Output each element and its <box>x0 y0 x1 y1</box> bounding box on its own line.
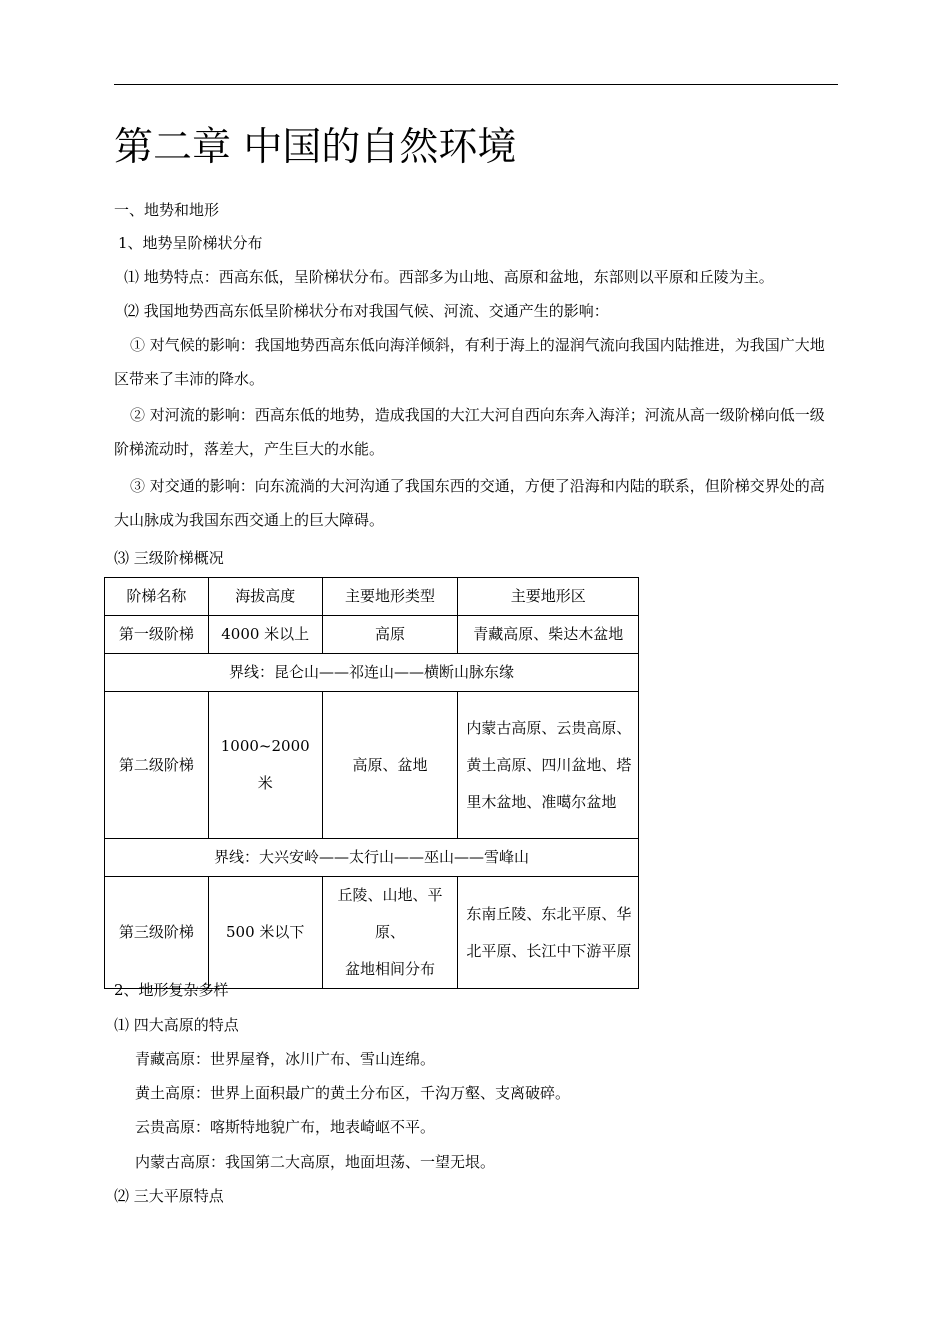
table-cell: 内蒙古高原、云贵高原、黄土高原、四川盆地、塔里木盆地、准噶尔盆地 <box>458 692 639 839</box>
impact-rivers: ② 对河流的影响：西高东低的地势，造成我国的大江大河自西向东奔入海洋；河流从高一级阶梯向低一级阶梯流动时，落差大，产生巨大的水能。 <box>114 406 825 458</box>
plateau-item: 云贵高原：喀斯特地貌广布，地表崎岖不平。 <box>135 1118 436 1136</box>
chapter-title: 第二章 中国的自然环境 <box>114 125 517 170</box>
table-cell: 高原、盆地 <box>322 692 458 839</box>
subsection-heading: 1、地势呈阶梯状分布 <box>118 234 263 252</box>
impact-climate: ① 对气候的影响：我国地势西高东低向海洋倾斜，有利于海上的湿润气流向我国内陆推进，为我国广大地区带来了丰沛的降水。 <box>114 336 825 388</box>
table-cell: 青藏高原、柴达木盆地 <box>458 616 639 654</box>
table-row <box>105 692 639 839</box>
table-cell: 高原 <box>322 616 458 654</box>
section-heading: 一、地势和地形 <box>114 201 220 219</box>
table-cell: 500 米以下 <box>208 877 322 989</box>
table-cell: 第三级阶梯 <box>105 877 209 989</box>
table-header: 主要地形区 <box>458 578 639 616</box>
table-row <box>105 877 639 989</box>
table-header: 阶梯名称 <box>105 578 209 616</box>
table-cell: 4000 米以上 <box>208 616 322 654</box>
table-cell <box>322 877 458 989</box>
table-row <box>105 616 639 654</box>
plateau-item: 内蒙古高原：我国第二大高原，地面坦荡、一望无垠。 <box>135 1153 496 1171</box>
table-header: 海拔高度 <box>208 578 322 616</box>
paragraph: ⑴ 四大高原的特点 <box>114 1016 239 1034</box>
table-cell: 第一级阶梯 <box>105 616 209 654</box>
subsection-heading: 2、地形复杂多样 <box>114 981 229 999</box>
table-cell: 第二级阶梯 <box>105 692 209 839</box>
paragraph: ⑵ 三大平原特点 <box>114 1187 224 1205</box>
terrain-steps-table <box>104 577 639 989</box>
paragraph: ⑵ 我国地势西高东低呈阶梯状分布对我国气候、河流、交通产生的影响： <box>124 302 609 320</box>
table-header-row <box>105 578 639 616</box>
cell-line: 盆地相间分布 <box>345 960 436 978</box>
table-cell: 1000~2000 米 <box>208 692 322 839</box>
cell-line: 丘陵、山地、平原、 <box>337 886 443 941</box>
table-cell: 东南丘陵、东北平原、华北平原、长江中下游平原 <box>458 877 639 989</box>
table-header: 主要地形类型 <box>322 578 458 616</box>
header-rule <box>114 84 838 85</box>
paragraph: ⑶ 三级阶梯概况 <box>114 549 224 567</box>
boundary-line-cell: 界线：大兴安岭——太行山——巫山——雪峰山 <box>105 839 639 877</box>
table-divider-row <box>105 839 639 877</box>
table-divider-row <box>105 654 639 692</box>
paragraph: ⑴ 地势特点：西高东低，呈阶梯状分布。西部多为山地、高原和盆地，东部则以平原和丘陵为主。 <box>124 268 774 286</box>
plateau-item: 黄土高原：世界上面积最广的黄土分布区，千沟万壑、支离破碎。 <box>135 1084 571 1102</box>
plateau-item: 青藏高原：世界屋脊，冰川广布、雪山连绵。 <box>135 1050 436 1068</box>
boundary-line-cell: 界线：昆仑山——祁连山——横断山脉东缘 <box>105 654 639 692</box>
impact-transport: ③ 对交通的影响：向东流淌的大河沟通了我国东西的交通，方便了沿海和内陆的联系，但阶梯交界处的高大山脉成为我国东西交通上的巨大障碍。 <box>114 477 825 529</box>
